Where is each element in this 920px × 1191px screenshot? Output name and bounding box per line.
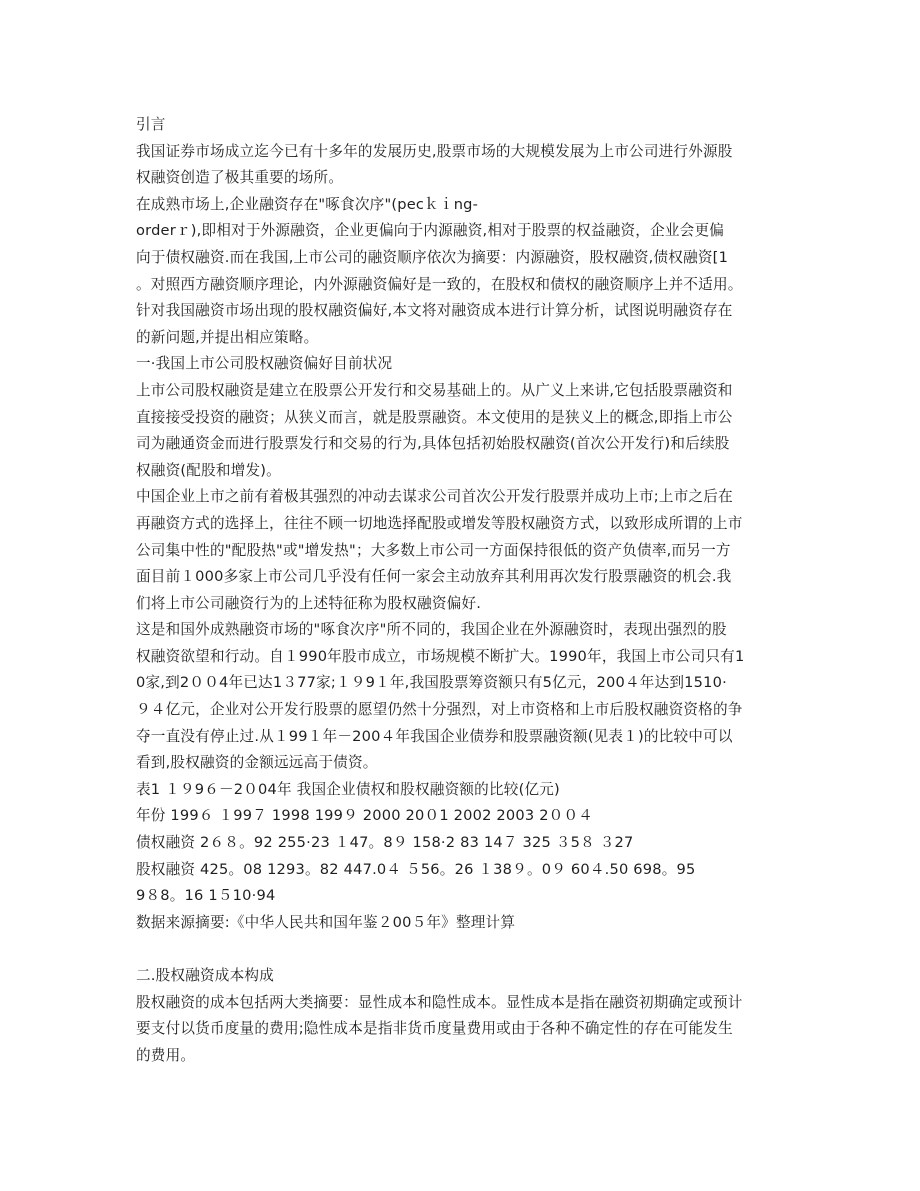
paragraph-line: 股权融资的成本包括两大类摘要：显性成本和隐性成本。显性成本是指在融资初期确定或预计 [136, 993, 743, 1011]
paragraph-line: 面目前１000多家上市公司几乎没有任何一家会主动放弃其利用再次发行股票融资的机会.我 [136, 568, 732, 586]
paragraph-line: 上市公司股权融资是建立在股票公开发行和交易基础上的。从广义上来讲,它包括股票融资和 [136, 381, 733, 399]
paragraph-line: 向于债权融资.而在我国,上市公司的融资顺序依次为摘要：内源融资，股权融资,债权融资[1 [136, 248, 729, 266]
blank-line [136, 936, 796, 963]
paragraph-line: orderｒ),即相对于外源融资，企业更偏向于内源融资,相对于股票的权益融资，企业会更偏 [136, 222, 725, 240]
section-heading: 二.股权融资成本构成 [136, 967, 274, 984]
paragraph-line: 权融资创造了极其重要的场所。 [136, 169, 344, 187]
paragraph-line: 针对我国融资市场出现的股权融资偏好,本文将对融资成本进行计算分析，试图说明融资存在 [136, 302, 733, 320]
paragraph-line: 在成熟市场上,企业融资存在"啄食次序"(pecｋｉng- [136, 195, 479, 213]
paragraph-line: 直接接受投资的融资；从狭义而言，就是股票融资。本文使用的是狭义上的概念,即指上市公 [136, 408, 733, 426]
paragraph-line: 公司集中性的"配股热"或"增发热"；大多数上市公司一方面保持很低的资产负债率,而另一方 [136, 541, 731, 559]
paragraph-line: 的费用。 [136, 1046, 196, 1064]
paragraph-line: 这是和国外成熟融资市场的"啄食次序"所不同的，我国企业在外源融资时，表现出强烈的股 [136, 621, 727, 639]
paragraph-line: 司为融通资金而进行股票发行和交易的行为,具体包括初始股权融资(首次公开发行)和后续股 [136, 435, 730, 453]
paragraph-line: 看到,股权融资的金额远远高于债资。 [136, 754, 378, 772]
section-heading: 一·我国上市公司股权融资偏好目前状况 [136, 355, 393, 373]
paragraph-line: 。对照西方融资顺序理论，内外源融资偏好是一致的，在股权和债权的融资顺序上并不适用。 [136, 275, 743, 293]
paragraph-line: ９４亿元，企业对公开发行股票的愿望仍然十分强烈，对上市资格和上市后股权融资资格的争 [136, 701, 743, 719]
paragraph-line: 0家,到2００4年已达1３77家;１９9１年,我国股票筹资额只有5亿元，200４年达到1510· [136, 674, 727, 692]
paragraph-line: 权融资(配股和增发)。 [136, 461, 281, 479]
paragraph-line: 们将上市公司融资行为的上述特征称为股权融资偏好. [136, 594, 482, 612]
paragraph-line: 我国证券市场成立迄今已有十多年的发展历史,股票市场的大规模发展为上市公司进行外源股 [136, 142, 733, 160]
paragraph-line: 再融资方式的选择上，往往不顾一切地选择配股或增发等股权融资方式，以致形成所谓的上市 [136, 514, 743, 532]
table-row-equity: 股权融资 425。08 1293。82 447.0４ ５56。26 １38９。0９ 60４.50 698。95 [136, 860, 696, 878]
data-source-note: 数据来源摘要:《中华人民共和国年鉴２00５年》整理计算 [136, 913, 516, 931]
document-page [136, 112, 796, 1069]
paragraph-line: 的新问题,并提出相应策略。 [136, 328, 319, 346]
table-caption: 表1 １９9６－2０04年 我国企业债权和股权融资额的比较(亿元) [136, 780, 560, 798]
paragraph-line: 要支付以货币度量的费用;隐性成本是指非货币度量费用或由于各种不确定性的存在可能发生 [136, 1020, 733, 1038]
paragraph-line: 权融资欲望和行动。自１990年股市成立，市场规模不断扩大。1990年，我国上市公司只有1 [136, 647, 745, 665]
table-row-years: 年份 199６ １99７ 1998 199９ 2000 20０1 2002 2003 2００４ [136, 807, 594, 825]
paragraph-line: 夺一直没有停止过.从１99１年－200４年我国企业债券和股票融资额(见表１)的比较中可以 [136, 727, 733, 745]
table-row-equity-cont: 9８8。16 1５10·94 [136, 887, 276, 905]
intro-heading: 引言 [136, 116, 166, 133]
paragraph-line: 中国企业上市之前有着极其强烈的冲动去谋求公司首次公开发行股票并成功上市;上市之后在 [136, 488, 733, 506]
table-row-debt: 债权融资 2６８。92 255·23 １47。8９ 158·2 83 14７ 325 ３5８ ３27 [136, 834, 634, 852]
